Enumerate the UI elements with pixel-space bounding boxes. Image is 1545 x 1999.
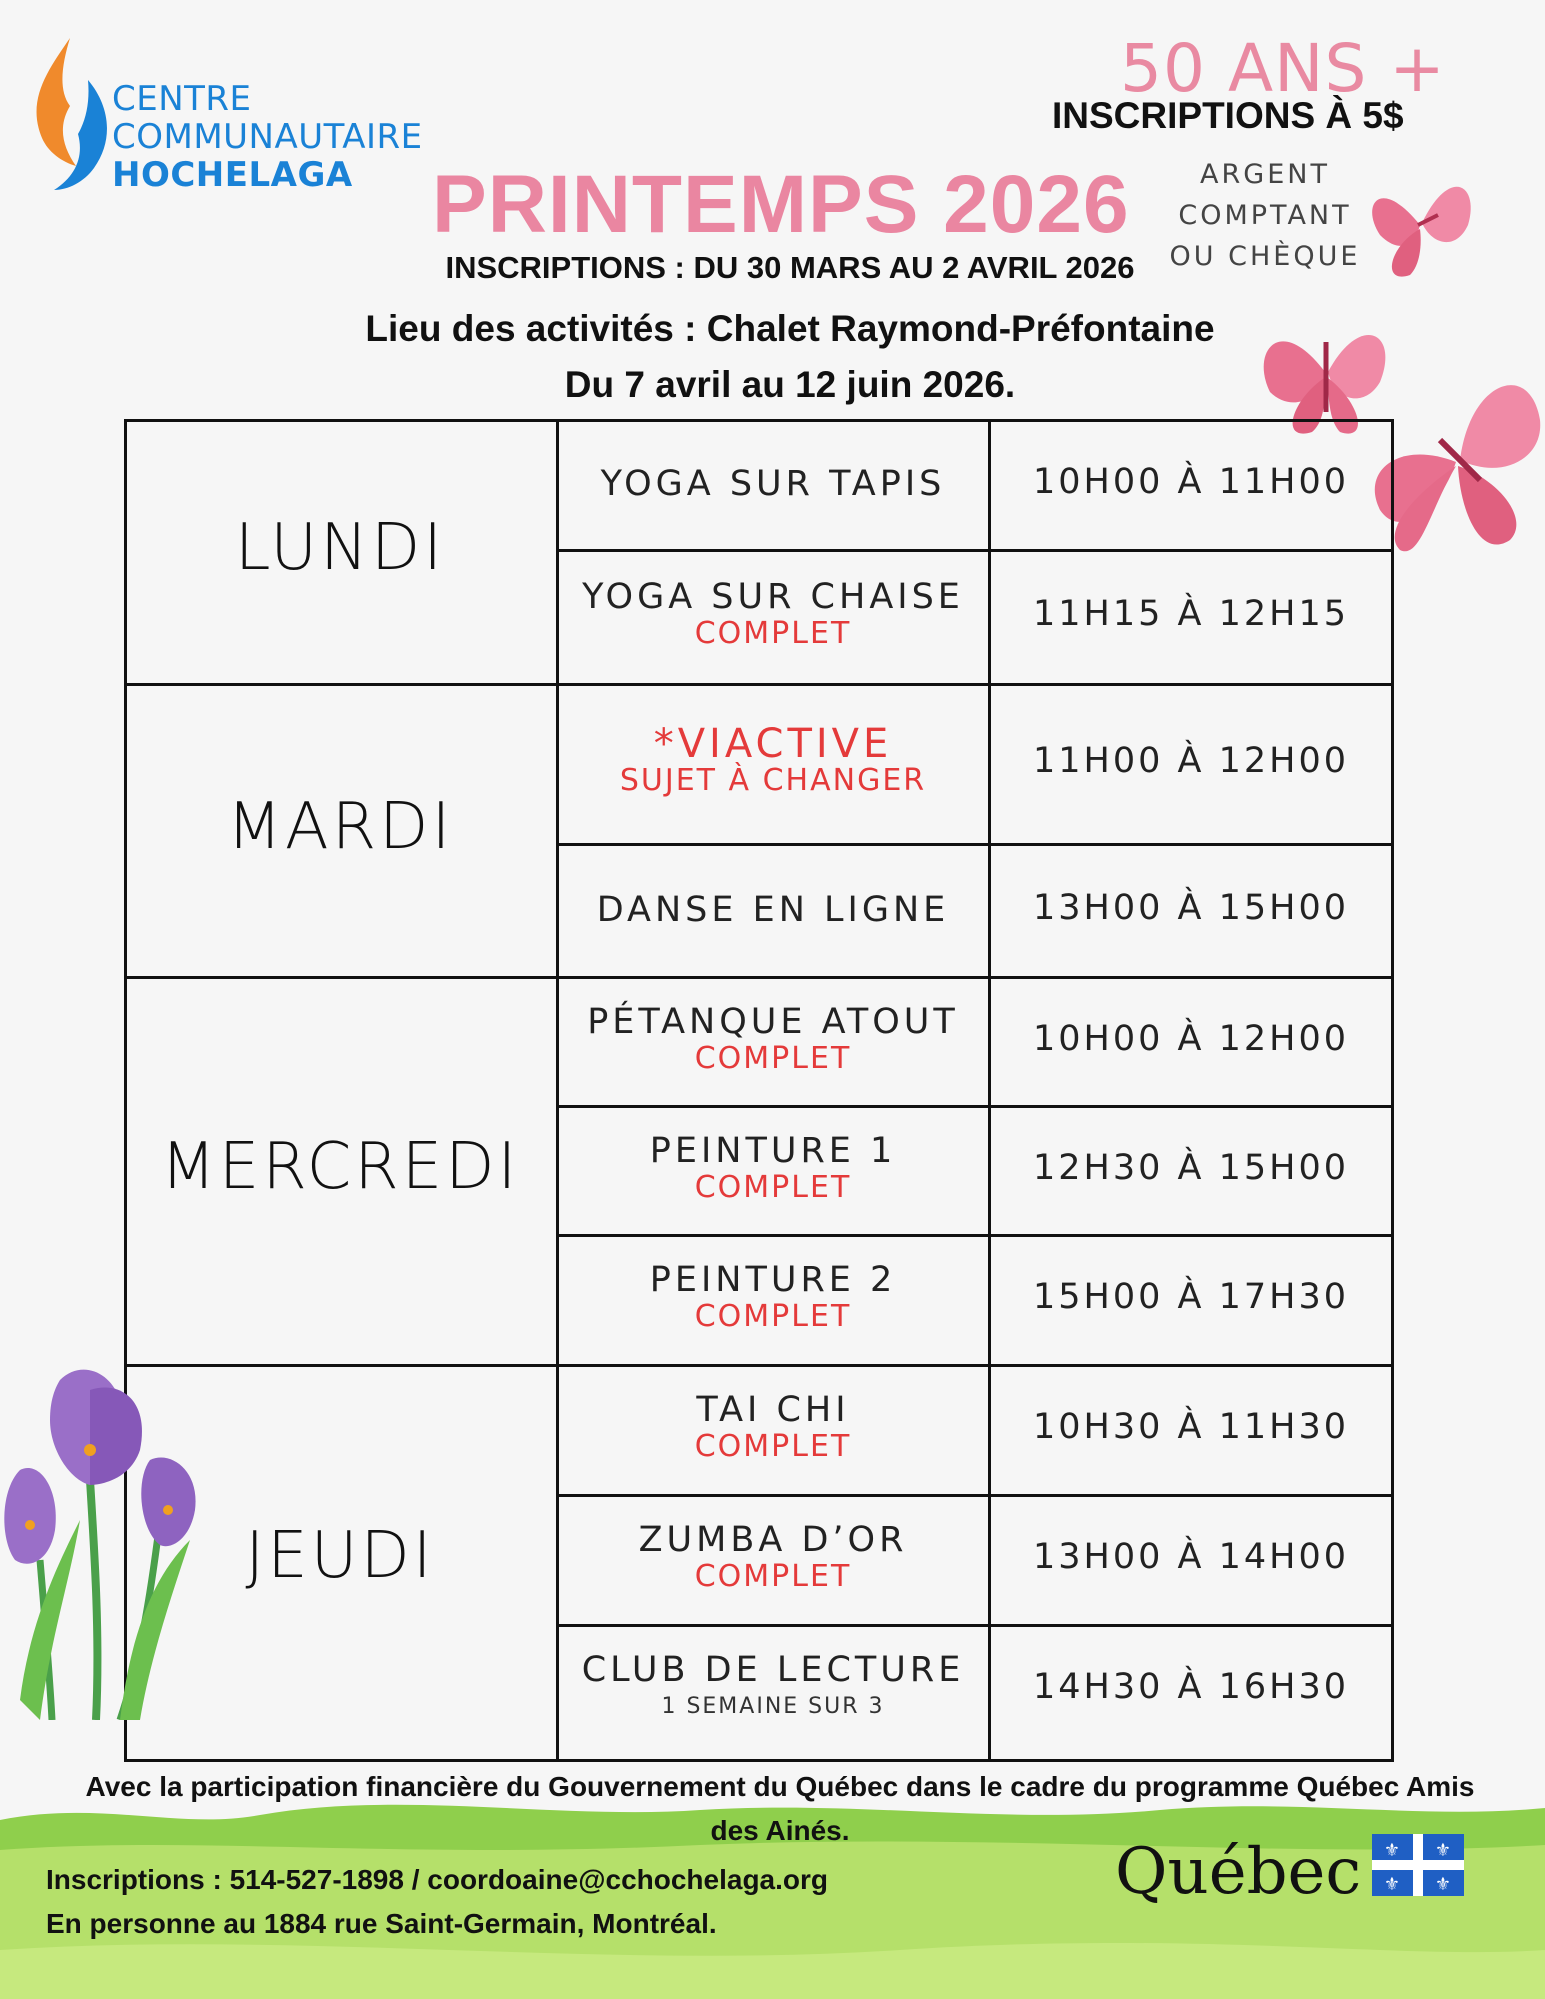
logo-line-3: HOCHELAGA bbox=[112, 155, 353, 195]
funding-line-1: Avec la participation financière du Gouvernement du Québec dans le cadre du programme Québec Amis bbox=[85, 1771, 1475, 1802]
table-border bbox=[556, 1624, 1394, 1627]
day-label-mardi: MARDI bbox=[226, 789, 454, 864]
day-label-jeudi: JEUDI bbox=[245, 1519, 435, 1593]
logo-line-1: CENTRE bbox=[112, 79, 252, 119]
activity-name: PEINTURE 2 bbox=[649, 1260, 897, 1300]
activity-time: 11H15 À 12H15 bbox=[1033, 594, 1349, 634]
payment-line-1: ARGENT COMPTANT bbox=[1178, 159, 1352, 231]
activity-name: CLUB DE LECTURE bbox=[581, 1650, 965, 1690]
activity-cell bbox=[558, 1131, 988, 1205]
activity-time: 10H30 À 11H30 bbox=[1033, 1407, 1349, 1447]
table-border bbox=[556, 1494, 1394, 1497]
activity-name: PEINTURE 1 bbox=[649, 1130, 897, 1171]
logo-text bbox=[112, 80, 423, 194]
activity-name: *VIACTIVE bbox=[653, 721, 893, 767]
activity-name: TAI CHI bbox=[696, 1390, 850, 1430]
activity-cell bbox=[558, 1390, 988, 1464]
payment-line-2: OU CHÈQUE bbox=[1169, 241, 1361, 272]
activity-time: 10H00 À 12H00 bbox=[1033, 1018, 1349, 1059]
activity-name: PÉTANQUE ATOUT bbox=[587, 1001, 959, 1042]
activity-cell bbox=[558, 577, 988, 651]
activity-cell bbox=[558, 1520, 988, 1594]
svg-text:⚜: ⚜ bbox=[1434, 1840, 1452, 1860]
activity-name: YOGA SUR TAPIS bbox=[600, 464, 946, 504]
table-border bbox=[556, 843, 1394, 846]
day-label-lundi: LUNDI bbox=[234, 511, 446, 585]
activity-cell bbox=[558, 890, 988, 930]
day-label-mercredi: MERCREDI bbox=[160, 1130, 520, 1204]
table-border bbox=[556, 1234, 1394, 1237]
quebec-wordmark: Québec bbox=[1115, 1835, 1362, 1909]
activity-note: SUJET À CHANGER bbox=[619, 763, 927, 798]
season-title: PRINTEMPS 2026 bbox=[432, 159, 1130, 250]
activity-name: YOGA SUR CHAISE bbox=[582, 577, 964, 617]
svg-text:⚜: ⚜ bbox=[1383, 1840, 1401, 1860]
activity-cell bbox=[558, 721, 988, 798]
activity-note: COMPLET bbox=[694, 1429, 852, 1464]
activity-time: 12H30 À 15H00 bbox=[1033, 1147, 1349, 1188]
activity-cell bbox=[558, 1002, 988, 1076]
table-border bbox=[124, 1364, 1394, 1367]
registration-dates: INSCRIPTIONS : DU 30 MARS AU 2 AVRIL 2026 bbox=[445, 250, 1135, 285]
activity-time: 11H00 À 12H00 bbox=[1033, 741, 1349, 781]
activity-time: 13H00 À 14H00 bbox=[1033, 1537, 1349, 1577]
activity-time: 13H00 À 15H00 bbox=[1033, 887, 1349, 928]
funding-line-2: des Ainés. bbox=[710, 1815, 850, 1846]
table-border bbox=[124, 976, 1394, 979]
activity-cell bbox=[558, 464, 988, 504]
activity-time: 14H30 À 16H30 bbox=[1033, 1667, 1349, 1707]
table-border bbox=[556, 1105, 1394, 1108]
activity-cell bbox=[558, 1260, 988, 1334]
activity-location: Lieu des activités : Chalet Raymond-Préfontaine bbox=[365, 308, 1215, 349]
quebec-flag-icon bbox=[1372, 1834, 1464, 1896]
crocus-flowers-icon bbox=[0, 1360, 220, 1720]
activity-period: Du 7 avril au 12 juin 2026. bbox=[564, 364, 1016, 405]
table-border bbox=[124, 1759, 1394, 1762]
activity-cell bbox=[558, 1650, 988, 1724]
activity-name: ZUMBA D’OR bbox=[638, 1520, 908, 1560]
fee-label: INSCRIPTIONS À 5$ bbox=[1052, 95, 1404, 136]
svg-text:⚜: ⚜ bbox=[1434, 1874, 1452, 1894]
butterfly-icon bbox=[1360, 165, 1480, 305]
table-border bbox=[124, 419, 1394, 422]
activity-note: COMPLET bbox=[694, 1299, 852, 1334]
activity-note: COMPLET bbox=[694, 1040, 852, 1076]
activity-time: 15H00 À 17H30 bbox=[1033, 1277, 1349, 1317]
activity-time: 10H00 À 11H00 bbox=[1033, 462, 1349, 502]
activity-note: 1 SEMAINE SUR 3 bbox=[661, 1694, 885, 1719]
svg-text:⚜: ⚜ bbox=[1383, 1874, 1401, 1894]
age-label: 50 ANS + bbox=[1120, 30, 1446, 107]
logo-line-2: COMMUNAUTAIRE bbox=[112, 117, 423, 157]
schedule-table bbox=[124, 419, 1394, 1762]
contact-info bbox=[46, 1858, 828, 1946]
table-border bbox=[124, 683, 1394, 686]
contact-address: En personne au 1884 rue Saint-Germain, Montréal. bbox=[46, 1908, 717, 1939]
table-border bbox=[556, 549, 1394, 552]
contact-phone-email: Inscriptions : 514-527-1898 / coordoaine@cchochelaga.org bbox=[46, 1864, 829, 1895]
activity-note: COMPLET bbox=[694, 1559, 852, 1594]
activity-name: DANSE EN LIGNE bbox=[596, 889, 950, 930]
activity-note: COMPLET bbox=[694, 616, 852, 651]
activity-note: COMPLET bbox=[694, 1169, 852, 1205]
